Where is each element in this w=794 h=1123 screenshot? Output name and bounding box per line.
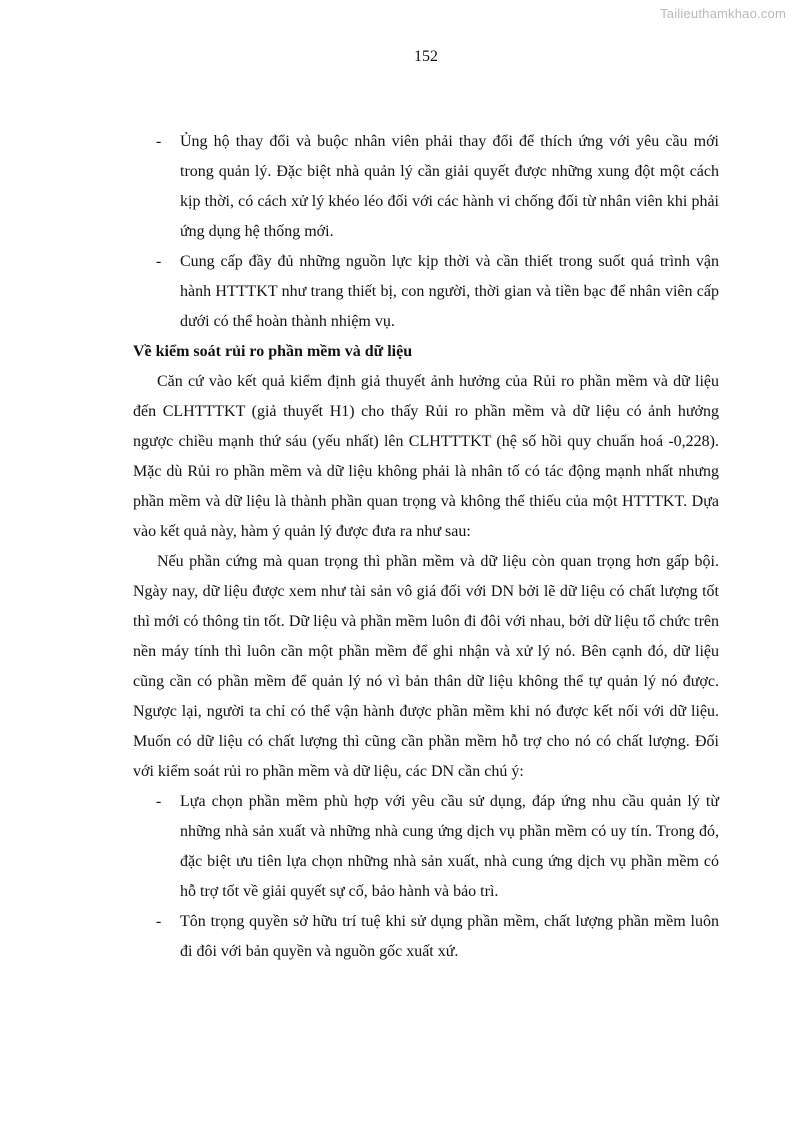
bullet-dash: -	[156, 253, 162, 270]
list-item-text: Lựa chọn phần mềm phù hợp với yêu cầu sử dụng, đáp ứng nhu cầu quản lý từ những nhà sản xuất và những nhà cung ứng dịch vụ phần mềm có uy tín. Trong đó, đặc biệt ưu tiên lựa chọn những nhà sản xuất, nhà cung ứng dịch vụ phần mềm có hỗ trợ tốt về giải quyết sự cố, bảo hành và bảo trì.	[180, 793, 719, 900]
watermark: Tailieuthamkhao.com	[660, 6, 786, 21]
page-number: 152	[414, 48, 438, 65]
document-body	[133, 127, 719, 967]
list-item-text: Tôn trọng quyền sở hữu trí tuệ khi sử dụng phần mềm, chất lượng phần mềm luôn đi đôi với bản quyền và nguồn gốc xuất xứ.	[180, 913, 719, 960]
bullet-dash: -	[156, 793, 162, 810]
list-item	[133, 127, 719, 247]
paragraph: Nếu phần cứng mà quan trọng thì phần mềm và dữ liệu còn quan trọng hơn gấp bội. Ngày nay, dữ liệu được xem như tài sản vô giá đối với DN bởi lẽ dữ liệu có chất lượng tốt thì mới có thông tin tốt. Dữ liệu và phần mềm luôn đi đôi với nhau, bởi dữ liệu tổ chức trên nền máy tính thì luôn cần một phần mềm để ghi nhận và xử lý nó. Bên cạnh đó, dữ liệu cũng cần có phần mềm để quản lý nó vì bản thân dữ liệu không thể tự quản lý nó được. Ngược lại, người ta chỉ có thể vận hành được phần mềm khi nó được kết nối với dữ liệu. Muốn có dữ liệu có chất lượng thì cũng cần phần mềm hỗ trợ cho nó có chất lượng. Đối với kiểm soát rủi ro phần mềm và dữ liệu, các DN cần chú ý:	[133, 553, 719, 780]
list-item	[133, 907, 719, 967]
list-item	[133, 247, 719, 337]
list-item-text: Ủng hộ thay đổi và buộc nhân viên phải thay đổi để thích ứng với yêu cầu mới trong quản lý. Đặc biệt nhà quản lý cần giải quyết được những xung đột một cách kịp thời, có cách xử lý khéo léo đối với các hành vi chống đối từ nhân viên khi phải ứng dụng hệ thống mới.	[180, 133, 719, 240]
section-heading: Về kiểm soát rủi ro phần mềm và dữ liệu	[133, 343, 413, 360]
list-item-text: Cung cấp đầy đủ những nguồn lực kịp thời và cần thiết trong suốt quá trình vận hành HTTTKT như trang thiết bị, con người, thời gian và tiền bạc để nhân viên cấp dưới có thể hoàn thành nhiệm vụ.	[180, 253, 719, 330]
list-item	[133, 787, 719, 907]
bullet-dash: -	[156, 133, 162, 150]
bullet-dash: -	[156, 913, 162, 930]
paragraph: Căn cứ vào kết quả kiểm định giả thuyết ảnh hưởng của Rủi ro phần mềm và dữ liệu đến CLHTTTKT (giả thuyết H1) cho thấy Rủi ro phần mềm và dữ liệu có ảnh hưởng ngược chiều mạnh thứ sáu (yếu nhất) lên CLHTTTKT (hệ số hồi quy chuẩn hoá -0,228). Mặc dù Rủi ro phần mềm và dữ liệu không phải là nhân tố có tác động mạnh nhất nhưng phần mềm và dữ liệu là thành phần quan trọng và không thể thiếu của một HTTTKT. Dựa vào kết quả này, hàm ý quản lý được đưa ra như sau:	[133, 373, 719, 540]
